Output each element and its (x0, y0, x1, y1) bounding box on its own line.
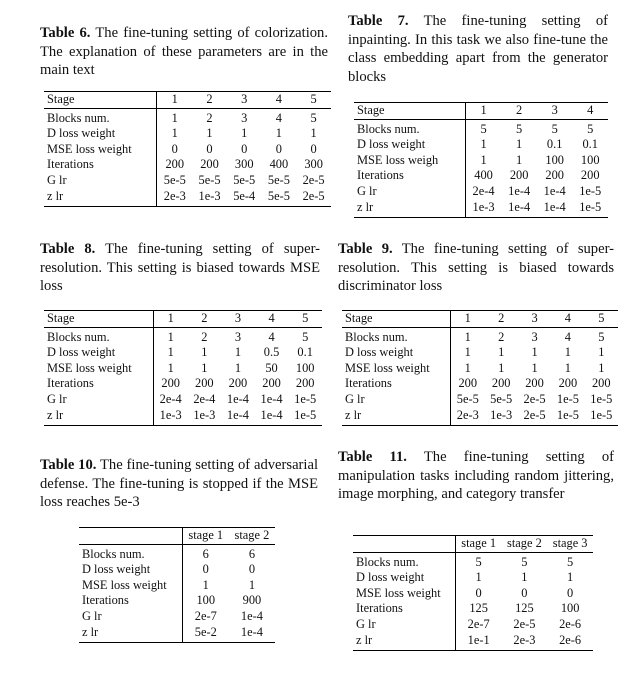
table-cell: 1 (516, 152, 523, 167)
table-cell: 200 (200, 157, 219, 172)
stage-column-header: 4 (572, 103, 608, 120)
row-label: Iterations (354, 168, 465, 184)
table-cell: 2e-4 (159, 391, 182, 406)
table-cell: 200 (165, 157, 185, 172)
table-cell: 1e-3 (465, 200, 501, 218)
stage-header: Stage (44, 92, 157, 109)
table-cell: 2e-3 (502, 633, 548, 651)
table-cell: 0 (206, 141, 213, 156)
table-cell: 5e-5 (233, 172, 256, 187)
table-cell: 1e-3 (192, 189, 227, 207)
table-row (79, 578, 275, 594)
stage-column-header: stage 1 (182, 528, 229, 545)
table-cell: 1e-5 (556, 391, 579, 406)
row-label: MSE loss weight (44, 361, 153, 377)
table-cell: 5 (587, 121, 594, 136)
table-cell: 1 (310, 126, 317, 141)
table-row (79, 609, 275, 625)
stage-column-header: 3 (537, 103, 573, 120)
table-cell: 300 (304, 157, 323, 172)
table-row (44, 108, 331, 126)
table-cell: 5 (551, 121, 558, 136)
stage-column-header: 2 (192, 92, 227, 109)
table-7-label: Table 7. (348, 13, 409, 29)
row-label: D loss weight (44, 345, 153, 361)
table-cell: 0 (241, 141, 248, 156)
row-label: G lr (354, 184, 465, 200)
table-cell: 1 (531, 345, 538, 360)
table-cell: 5e-5 (262, 189, 297, 207)
table-cell: 2e-5 (523, 391, 546, 406)
table-cell: 1 (564, 345, 571, 360)
table-cell: 1 (167, 345, 174, 360)
table-6-label: Table 6. (40, 25, 91, 41)
table-cell: 5 (567, 554, 574, 569)
table-cell: 2e-7 (194, 608, 217, 623)
table-cell: 200 (295, 376, 315, 391)
row-label: z lr (354, 200, 465, 218)
table-cell: 1e-4 (255, 408, 289, 426)
stage-column-header: 4 (551, 311, 584, 328)
table-cell: 1 (275, 126, 282, 141)
row-label: MSE loss weight (342, 361, 451, 377)
table-row (342, 327, 618, 345)
table-cell: 200 (491, 376, 511, 391)
table-cell: 5 (310, 110, 317, 125)
table-cell: 5e-5 (456, 391, 479, 406)
table-11 (353, 535, 593, 651)
table-cell: 200 (228, 376, 248, 391)
table-cell: 5e-5 (198, 172, 221, 187)
stage-column-header: 5 (288, 311, 322, 328)
table-cell: 1e-1 (455, 633, 501, 651)
table-cell: 200 (525, 376, 544, 391)
row-label: Iterations (79, 593, 182, 609)
stage-column-header: stage 2 (229, 528, 275, 545)
table-cell: 5e-5 (267, 172, 290, 187)
table-cell: 1e-3 (188, 408, 222, 426)
table-row (44, 327, 322, 345)
table-9-caption-text: The fine-tuning setting of super-resolution. This setting is biased towards discriminator loss (338, 241, 614, 294)
table-cell: 1 (171, 126, 178, 141)
table-cell: 0 (310, 141, 317, 156)
table-cell: 1 (234, 360, 242, 375)
table-cell: 1e-4 (508, 183, 531, 198)
row-label: G lr (342, 392, 451, 408)
table-cell: 400 (474, 168, 493, 183)
table-cell: 2 (206, 110, 213, 125)
table-cell: 1 (464, 329, 471, 344)
table-cell: 0.1 (546, 137, 563, 152)
table-cell: 2e-3 (451, 408, 485, 426)
table-cell: 1 (201, 345, 208, 360)
table-9-label: Table 9. (338, 241, 393, 257)
table-row (44, 157, 331, 173)
table-cell: 1e-4 (226, 391, 249, 406)
stage-column-header: 1 (451, 311, 485, 328)
table-cell: 1 (241, 126, 248, 141)
table-cell: 125 (469, 601, 488, 616)
table-cell: 1 (167, 360, 174, 375)
table-cell: 1e-4 (501, 200, 537, 218)
stage-column-header: 4 (255, 311, 289, 328)
table-row (342, 408, 618, 426)
table-cell: 100 (545, 152, 564, 167)
table-11-caption-text: The fine-tuning setting of manipulation tasks including random jittering, image morphing, and category transfer (338, 449, 614, 502)
stage-column-header: 1 (157, 92, 192, 109)
table-row (44, 408, 322, 426)
table-cell: 1 (521, 570, 528, 585)
table-cell: 5e-4 (227, 189, 262, 207)
table-row (44, 392, 322, 408)
table-cell: 1 (464, 360, 471, 375)
table-cell: 200 (580, 168, 600, 183)
table-10 (79, 527, 275, 643)
table-cell: 5 (521, 554, 528, 569)
stage-column-header: 1 (153, 311, 187, 328)
table-cell: 1 (598, 360, 605, 375)
table-8-caption (40, 240, 320, 296)
row-label: Blocks num. (44, 108, 157, 126)
table-cell: 300 (234, 157, 254, 172)
table-cell: 2e-5 (513, 616, 536, 631)
row-label: G lr (353, 617, 455, 633)
table-cell: 1 (234, 345, 242, 360)
table-cell: 1 (516, 137, 523, 152)
table-cell: 1e-5 (288, 408, 322, 426)
table-cell: 0.1 (297, 345, 313, 360)
table-cell: 200 (509, 168, 529, 183)
table-cell: 0 (275, 141, 282, 156)
stage-column-header: 2 (501, 103, 537, 120)
table-row (44, 142, 331, 158)
table-cell: 1e-4 (240, 608, 263, 623)
table-row (353, 570, 593, 586)
table-cell: 5 (480, 121, 487, 136)
table-cell: 1e-3 (485, 408, 518, 426)
stage-column-header: 3 (227, 92, 262, 109)
table-cell: 1 (475, 570, 482, 585)
row-label: G lr (79, 609, 182, 625)
row-label: G lr (44, 392, 153, 408)
table-cell: 1 (564, 360, 571, 375)
table-11-caption (338, 448, 614, 504)
row-label: z lr (353, 633, 455, 651)
table-cell: 6 (202, 546, 209, 561)
table-cell: 2e-4 (472, 183, 495, 198)
table-10-caption-text: The fine-tuning setting of adversarial defense. The fine-tuning is stopped if the MSE loss reaches 5e-3 (40, 457, 318, 510)
table-cell: 125 (515, 601, 534, 616)
table-cell: 6 (248, 546, 256, 561)
table-header-row (44, 311, 322, 328)
table-row (353, 633, 593, 651)
table-row (44, 345, 322, 361)
row-label: Iterations (44, 157, 157, 173)
table-row (353, 617, 593, 633)
table-cell: 1 (598, 345, 605, 360)
table-row (44, 376, 322, 392)
row-label: MSE loss weight (79, 578, 182, 594)
table-cell: 1 (202, 577, 209, 592)
table-cell: 0 (202, 562, 209, 577)
row-label: MSE loss weigh (354, 153, 465, 169)
table-cell: 200 (591, 376, 611, 391)
table-cell: 1 (167, 329, 174, 344)
row-label: D loss weight (353, 570, 455, 586)
table-cell: 2 (201, 329, 208, 344)
table-cell: 5 (302, 329, 309, 344)
stage-column-header: 3 (518, 311, 551, 328)
table-cell: 4 (564, 329, 571, 344)
table-cell: 200 (458, 376, 478, 391)
row-label: D loss weight (354, 137, 465, 153)
table-cell: 4 (268, 329, 275, 344)
table-cell: 2e-4 (193, 391, 216, 406)
row-label: Blocks num. (342, 327, 451, 345)
table-row (342, 376, 618, 392)
table-cell: 1e-4 (229, 625, 275, 643)
stage-column-header: stage 3 (547, 536, 593, 553)
table-7 (354, 102, 608, 218)
row-label: Iterations (353, 601, 455, 617)
table-cell: 5 (475, 554, 482, 569)
row-label: D loss weight (342, 345, 451, 361)
table-cell: 100 (580, 152, 600, 167)
table-cell: 0 (171, 141, 178, 156)
table-cell: 1e-5 (572, 200, 608, 218)
table-cell: 2e-3 (157, 189, 192, 207)
table-10-caption (40, 456, 318, 512)
table-row (342, 361, 618, 377)
table-cell: 3 (241, 110, 248, 125)
table-cell: 1e-5 (579, 183, 602, 198)
table-cell: 1 (567, 570, 574, 585)
table-cell: 200 (262, 376, 281, 391)
table-row (353, 601, 593, 617)
table-row (342, 345, 618, 361)
table-cell: 900 (242, 593, 262, 608)
table-10-label: Table 10. (40, 457, 97, 473)
table-cell: 0.1 (582, 137, 598, 152)
table-cell: 100 (196, 593, 216, 608)
table-row (353, 586, 593, 602)
stage-header: Stage (342, 311, 451, 328)
table-cell: 1e-4 (221, 408, 255, 426)
table-row (353, 552, 593, 570)
table-row (79, 544, 275, 562)
row-label: z lr (79, 625, 182, 643)
row-label: z lr (342, 408, 451, 426)
table-cell: 2e-7 (467, 616, 490, 631)
stage-header: Stage (354, 103, 465, 120)
table-7-caption-text: The fine-tuning setting of inpainting. In this task we also fine-tune the class embedding apart from the generator blocks (348, 13, 608, 85)
table-6-caption-text: The fine-tuning setting of colorization. The explanation of these parameters are in the main text (40, 25, 329, 78)
table-row (354, 184, 608, 200)
table-cell: 5e-2 (182, 625, 229, 643)
table-cell: 0.5 (263, 345, 280, 360)
table-cell: 3 (234, 329, 242, 344)
table-cell: 1 (201, 360, 208, 375)
table-row (44, 361, 322, 377)
table-header-row (342, 311, 618, 328)
table-row (79, 625, 275, 643)
stage-column-header: 4 (262, 92, 297, 109)
table-cell: 1 (206, 126, 213, 141)
row-label: Iterations (44, 376, 153, 392)
table-header-row (79, 528, 275, 545)
table-cell: 50 (265, 360, 278, 375)
table-cell: 2e-6 (547, 633, 593, 651)
table-cell: 200 (195, 376, 214, 391)
table-cell: 0 (567, 585, 574, 600)
table-9 (342, 310, 618, 426)
table-cell: 1 (498, 345, 505, 360)
table-cell: 100 (295, 360, 315, 375)
table-row (354, 137, 608, 153)
table-cell: 1e-5 (551, 408, 584, 426)
table-cell: 1e-5 (294, 391, 317, 406)
table-row (44, 189, 331, 207)
row-label: Iterations (342, 376, 451, 392)
table-row (44, 126, 331, 142)
row-label: z lr (44, 189, 157, 207)
table-header-row (354, 103, 608, 120)
table-cell: 1 (480, 152, 487, 167)
table-7-caption (348, 12, 608, 86)
stage-column-header: 3 (221, 311, 255, 328)
table-cell: 200 (558, 376, 578, 391)
row-label: MSE loss weight (353, 586, 455, 602)
table-cell: 2e-6 (559, 616, 582, 631)
table-cell: 0 (521, 585, 528, 600)
table-cell: 1e-4 (543, 183, 566, 198)
table-row (354, 153, 608, 169)
table-cell: 200 (161, 376, 180, 391)
row-label: D loss weight (79, 562, 182, 578)
table-6-caption (40, 24, 328, 80)
stage-column-header: 2 (485, 311, 518, 328)
table-cell: 5e-5 (163, 172, 186, 187)
table-row (354, 168, 608, 184)
table-cell: 2 (498, 329, 505, 344)
table-8-label: Table 8. (40, 241, 96, 257)
table-cell: 3 (531, 329, 538, 344)
row-label: z lr (44, 408, 153, 426)
table-row (354, 200, 608, 218)
table-cell: 1e-4 (260, 391, 283, 406)
table-8-caption-text: The fine-tuning setting of super-resolution. This setting is biased towards MSE loss (40, 241, 320, 294)
table-cell: 0 (248, 562, 256, 577)
table-cell: 1e-3 (153, 408, 187, 426)
table-cell: 5 (516, 121, 523, 136)
table-cell: 1 (498, 360, 505, 375)
table-cell: 0 (475, 585, 482, 600)
table-cell: 1 (248, 577, 256, 592)
table-11-label: Table 11. (338, 449, 407, 465)
table-cell: 1e-5 (590, 391, 613, 406)
table-cell: 5 (598, 329, 605, 344)
stage-column-header: stage 1 (455, 536, 501, 553)
stage-column-header: 1 (465, 103, 501, 120)
row-label: Blocks num. (353, 552, 455, 570)
row-label: Blocks num. (354, 119, 465, 137)
table-cell: 1e-4 (537, 200, 573, 218)
row-label: Blocks num. (79, 544, 182, 562)
table-header-row (353, 536, 593, 553)
table-9-caption (338, 240, 614, 296)
table-cell: 1e-5 (585, 408, 618, 426)
table-cell: 1 (480, 137, 487, 152)
table-cell: 2e-5 (296, 189, 331, 207)
table-6 (44, 91, 331, 207)
row-label: Blocks num. (44, 327, 153, 345)
table-cell: 200 (545, 168, 564, 183)
table-row (44, 173, 331, 189)
stage-header: Stage (44, 311, 153, 328)
table-header-row (44, 92, 331, 109)
table-cell: 5e-5 (490, 391, 513, 406)
row-label: G lr (44, 173, 157, 189)
table-row (342, 392, 618, 408)
table-cell: 100 (560, 601, 580, 616)
table-cell: 400 (269, 157, 289, 172)
table-cell: 1 (464, 345, 471, 360)
stage-column-header: 5 (585, 311, 618, 328)
row-label: MSE loss weight (44, 142, 157, 158)
table-cell: 1 (531, 360, 538, 375)
stage-header (353, 536, 455, 553)
table-8 (44, 310, 322, 426)
table-cell: 2e-5 (302, 172, 325, 187)
stage-column-header: stage 2 (502, 536, 548, 553)
row-label: D loss weight (44, 126, 157, 142)
table-cell: 2e-5 (518, 408, 551, 426)
table-row (79, 562, 275, 578)
stage-column-header: 2 (188, 311, 222, 328)
stage-column-header: 5 (296, 92, 331, 109)
stage-header (79, 528, 182, 545)
table-cell: 4 (275, 110, 282, 125)
table-cell: 1 (171, 110, 178, 125)
table-row (79, 593, 275, 609)
table-row (354, 119, 608, 137)
